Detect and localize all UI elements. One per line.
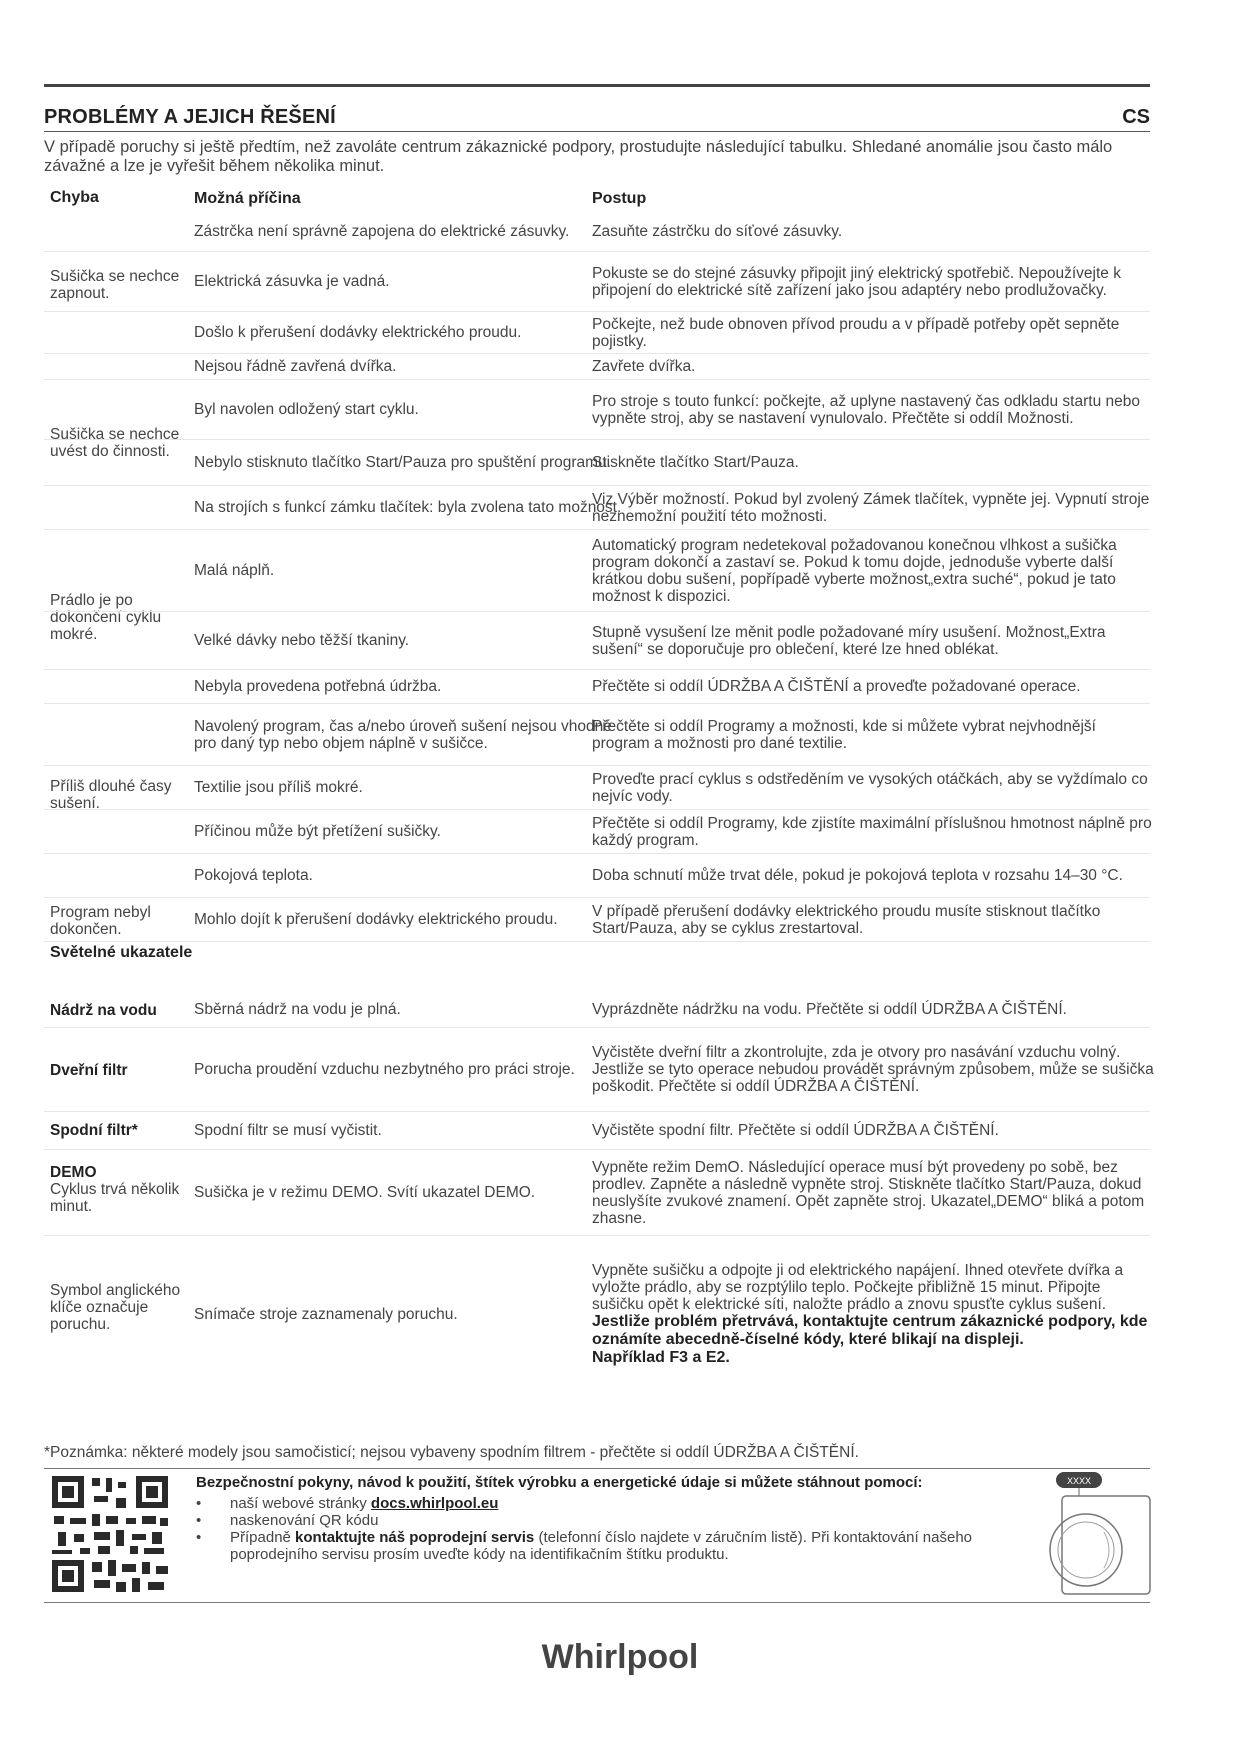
cause-cell: Sušička je v režimu DEMO. Svítí ukazatel DEMO. [194, 1184, 536, 1201]
page-header [44, 106, 1150, 132]
column-header-cause: Možná příčina [194, 189, 301, 207]
cause-cell: Nejsou řádně zavřená dvířka. [194, 358, 397, 375]
cause-cell: Elektrická zásuvka je vadná. [194, 273, 390, 290]
cause-cell: Zástrčka není správně zapojena do elektrické zásuvky. [194, 223, 570, 240]
cause-cell: Došlo k přerušení dodávky elektrického proudu. [194, 324, 522, 341]
download-options-list [196, 1495, 1056, 1563]
table-row [44, 670, 1150, 704]
list-item-text: Případně [230, 1529, 296, 1546]
washer-label-icon [1044, 1470, 1154, 1598]
fix-cell: Pro stroje s touto funkcí: počkejte, až uplyne nastavený čas odkladu startu nebo vypněte stroj, aby se nastavení vynulovalo. Přečtěte si oddíl Možnosti. [592, 392, 1140, 427]
fix-cell: Viz Výběr možností. Pokud byl zvolený Zámek tlačítek, vypněte jej. Vypnutí stroje neznemožní použití této možnosti. [592, 490, 1150, 525]
table-row [44, 1236, 1150, 1392]
indicator-label: Dveřní filtr [50, 1062, 128, 1079]
table-row [44, 212, 1150, 252]
website-link[interactable]: docs.whirlpool.eu [370, 1495, 499, 1512]
page-title: PROBLÉMY A JEJICH ŘEŠENÍ [44, 106, 336, 128]
table-row [44, 992, 1150, 1028]
service-contact-text: kontaktujte náš poprodejní servis [295, 1529, 535, 1546]
cause-cell: Pokojová teplota. [194, 867, 313, 884]
group-label: Sušička se nechce zapnout. [50, 268, 180, 302]
intro-text: V případě poruchy si ještě předtím, než zavoláte centrum zákaznické podpory, prostudujte následující tabulku. Shledané anomálie jsou často málo závažné a lze je vyřešit během několika minut. [44, 138, 1113, 175]
table-row [44, 440, 1150, 486]
fix-cell: Vypněte režim DemO. Následující operace musí být provedeny po sobě, bez prodlev. Zapněte a následně vypněte stroj. Stiskněte tlačítko Start/Pauza, dokud neuslyšíte zvukové znamení. Opět zapněte stroj. Ukazatel„DEMO“ bliká a potom zhasne. [592, 1158, 1145, 1227]
indicator-label: Nádrž na vodu [50, 1002, 157, 1019]
fix-cell: Stiskněte tlačítko Start/Pauza. [592, 454, 799, 471]
divider [44, 1468, 1150, 1469]
fix-example-text: Například F3 a E2. [592, 1348, 730, 1366]
group-label: Program nebyl dokončen. [50, 904, 151, 938]
fix-cell: Proveďte prací cyklus s odstředěním ve vysokých otáčkách, aby se vyždímalo co nejvíc vody. [592, 770, 1148, 805]
top-rule [44, 84, 1150, 87]
fix-text: Vypněte sušičku a odpojte ji od elektrického napájení. Ihned otevřete dvířka a vyložte prádlo, aby se rozptýlilo teplo. Počkejte přibližně 15 minut. Připojte sušičku opět k elektrické síti, naložte prádlo a znovu spusťte cyklus sušení. [592, 1261, 1124, 1313]
download-info-title: Bezpečnostní pokyny, návod k použití, štítek výrobku a energetické údaje si můžete stáhnout pomocí: [196, 1474, 923, 1491]
cause-cell: Nebylo stisknuto tlačítko Start/Pauza pro spuštění programu. [194, 454, 611, 471]
indicators-title: Světelné ukazatele [50, 944, 193, 961]
cause-cell: Velké dávky nebo těžší tkaniny. [194, 632, 410, 649]
language-code: CS [1122, 106, 1150, 128]
fix-cell: Přečtěte si oddíl Programy a možnosti, kde si můžete vybrat nejvhodnější program a možnosti pro dané textilie. [592, 717, 1096, 752]
group-label: Prádlo je po dokončení cyklu mokré. [50, 592, 162, 643]
group-label: Sušička se nechce uvést do činnosti. [50, 426, 180, 460]
fix-cell: Stupně vysušení lze měnit podle požadované míry usušení. Možnost„Extra sušení“ se doporučuje pro oblečení, které lze hned oblékat. [592, 623, 1106, 658]
divider [44, 1602, 1150, 1603]
list-item-text: (telefonní číslo najdete v záručním listě). Při kontaktování našeho poprodejního servisu prosím uveďte kódy na identifikačním štítku produktu. [230, 1529, 973, 1563]
table-row [44, 312, 1150, 354]
cause-cell: Navolený program, čas a/nebo úroveň sušení nejsou vhodné pro daný typ nebo objem náplně v sušičce. [194, 717, 612, 752]
cause-cell: Příčinou může být přetížení sušičky. [194, 823, 441, 840]
table-row [44, 380, 1150, 440]
indicator-label-group [50, 1164, 190, 1215]
column-header-fix: Postup [592, 189, 647, 207]
indicator-label: DEMO [50, 1164, 97, 1181]
table-row [44, 1028, 1154, 1112]
table-row [44, 1112, 1150, 1150]
table-header-row [44, 186, 1150, 210]
fix-cell: Doba schnutí může trvat déle, pokud je pokojová teplota v rozsahu 14–30 °C. [592, 867, 1123, 884]
table-row [44, 354, 1150, 380]
fix-cell: Pokuste se do stejné zásuvky připojit jiný elektrický spotřebič. Nepoužívejte k připojení do elektrické sítě zařízení jako jsou adaptéry nebo prodlužovačky. [592, 264, 1121, 299]
cause-cell: Textilie jsou příliš mokré. [194, 779, 363, 796]
fix-cell: Vyčistěte dveřní filtr a zkontrolujte, zda je otvory pro nasávání vzduchu volný. Jestliže se tyto operace nebudou provádět správným způsobem, může se sušička poškodit. Přečtěte si oddíl ÚDRŽBA A ČIŠTĚNÍ. [592, 1044, 1154, 1095]
table-row [44, 766, 1150, 810]
fix-cell: Přečtěte si oddíl ÚDRŽBA A ČIŠTĚNÍ a proveďte požadované operace. [592, 678, 1081, 695]
table-row [44, 252, 1150, 312]
download-info [196, 1474, 1056, 1563]
cause-cell: Malá náplň. [194, 562, 275, 579]
table-row [44, 898, 1150, 942]
fix-cell: Vyprázdněte nádržku na vodu. Přečtěte si oddíl ÚDRŽBA A ČIŠTĚNÍ. [592, 1001, 1067, 1018]
indicator-sublabel: Cyklus trvá několik minut. [50, 1181, 180, 1215]
cause-cell: Porucha proudění vzduchu nezbytného pro práci stroje. [194, 1061, 575, 1078]
cause-cell: Na strojích s funkcí zámku tlačítek: byla zvolena tato možnost. [194, 499, 622, 516]
footnote: *Poznámka: některé modely jsou samočisticí; nejsou vybaveny spodním filtrem - přečtěte si oddíl ÚDRŽBA A ČIŠTĚNÍ. [44, 1444, 859, 1461]
cause-cell: Mohlo dojít k přerušení dodávky elektrického proudu. [194, 911, 558, 928]
list-item: • naskenování QR kódu [196, 1512, 1056, 1529]
cause-cell: Sběrná nádrž na vodu je plná. [194, 1001, 401, 1018]
qr-code-icon [50, 1474, 170, 1594]
brand-logo: Whirlpool [541, 1638, 699, 1676]
fix-cell [592, 1236, 1154, 1392]
column-header-chyba: Chyba [50, 189, 99, 206]
indicator-label: Spodní filtr* [50, 1122, 138, 1139]
fix-cell: Počkejte, než bude obnoven přívod proudu a v případě potřeby opět sepněte pojistky. [592, 315, 1120, 350]
cause-cell: Spodní filtr se musí vyčistit. [194, 1122, 382, 1139]
table-row [44, 530, 1150, 612]
group-label: Příliš dlouhé časy sušení. [50, 778, 172, 812]
list-item [196, 1529, 1056, 1563]
indicator-label: Symbol anglického klíče označuje poruchu. [50, 1282, 181, 1333]
table-row [44, 612, 1150, 670]
table-row [44, 704, 1150, 766]
fix-cell: V případě přerušení dodávky elektrického proudu musíte stisknout tlačítko Start/Pauza, aby se cyklus zrestartoval. [592, 902, 1101, 937]
cause-cell: Byl navolen odložený start cyklu. [194, 401, 419, 418]
list-item-text: naší webové stránky [230, 1495, 371, 1512]
fix-cell: Přečtěte si oddíl Programy, kde zjistíte maximální příslušnou hmotnost náplně pro každý program. [592, 814, 1152, 849]
washer-badge-text: XXXX [1066, 1476, 1092, 1486]
fix-cell: Vyčistěte spodní filtr. Přečtěte si oddíl ÚDRŽBA A ČIŠTĚNÍ. [592, 1122, 999, 1139]
table-row [44, 854, 1150, 898]
table-row [44, 810, 1150, 854]
cause-cell: Nebyla provedena potřebná údržba. [194, 678, 442, 695]
list-item [196, 1495, 1056, 1512]
fix-cell: Automatický program nedetekoval požadovanou konečnou vlhkost a sušička program dokončí a zastaví se. Pokud k tomu dojde, jednoduše vyberte další krátkou dobu sušení, popřípadě vyberte možnost„extra suché“, pokud je tato možnost k dispozici. [592, 536, 1117, 605]
fix-cell: Zasuňte zástrčku do síťové zásuvky. [592, 223, 843, 240]
table-row [44, 486, 1150, 530]
cause-cell: Snímače stroje zaznamenaly poruchu. [194, 1305, 458, 1323]
table-row [44, 1150, 1150, 1236]
fix-cell: Zavřete dvířka. [592, 358, 696, 375]
fix-bold-text: Jestliže problém přetrvává, kontaktujte centrum zákaznické podpory, kde oznámíte abecedně-číselné kódy, které blikají na displeji. [592, 1312, 1148, 1348]
